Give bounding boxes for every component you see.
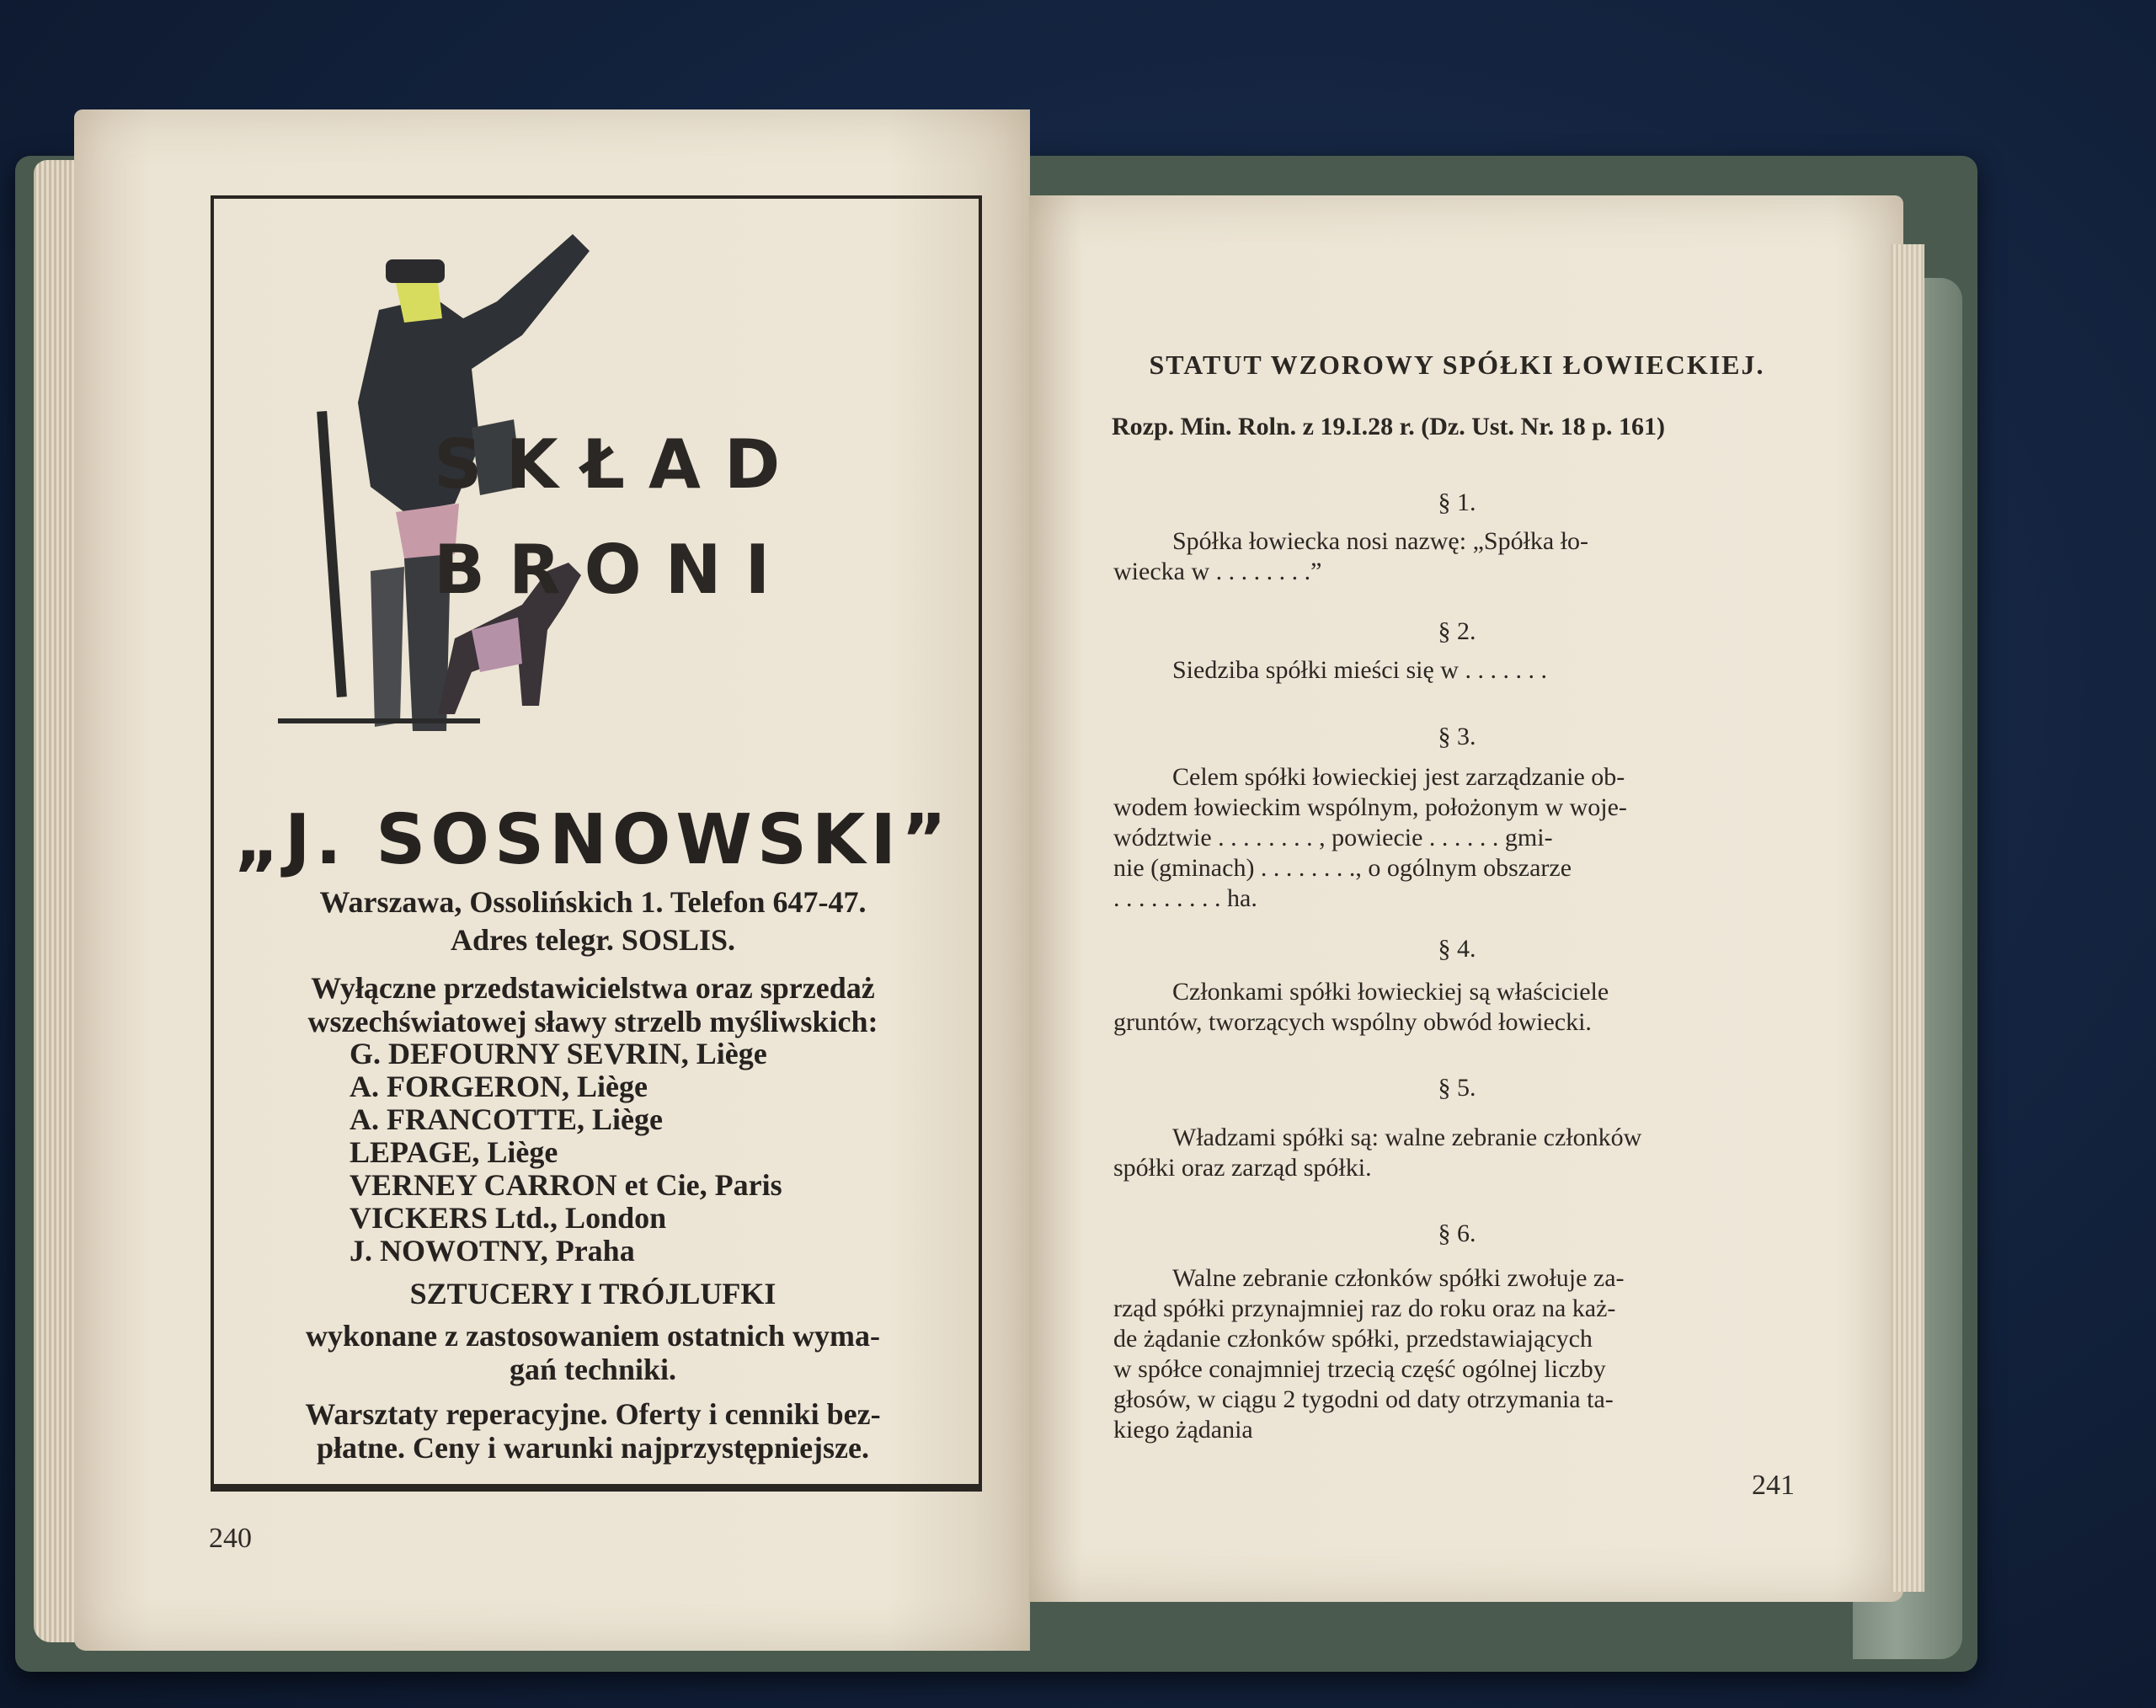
text-line: kiego żądania <box>1113 1416 1253 1444</box>
rifles-heading: SZTUCERY I TRÓJLUFKI <box>409 1277 776 1310</box>
intro-line2: wszechświatowej sławy strzelb myśliwskich: <box>307 1005 878 1038</box>
page-number-right: 241 <box>1752 1470 1795 1501</box>
text-line: Władzami spółki są: walne zebranie członków <box>1172 1124 1642 1151</box>
list-item: A. FORGERON, Liège <box>350 1070 648 1103</box>
text-line: wodem łowieckim wspólnym, położonym w woje- <box>1113 793 1627 821</box>
section-body <box>1113 977 1787 1038</box>
text-line: wiecka w . . . . . . . .” <box>1113 558 1322 585</box>
text-line: w spółce conajmniej trzecią część ogólnej liczby <box>1113 1355 1606 1383</box>
text-line: Siedziba spółki mieści się w . . . . . . . <box>1172 656 1547 684</box>
intro-line1: Wyłączne przedstawicielstwa oraz sprzedaż <box>311 971 875 1005</box>
statute-subtitle: Rozp. Min. Roln. z 19.I.28 r. (Dz. Ust. Nr. 18 p. 161) <box>1112 413 1665 440</box>
hunter-with-dog-illustration <box>278 234 590 773</box>
rifles-line2: gań techniki. <box>509 1353 677 1386</box>
list-item: G. DEFOURNY SEVRIN, Liège <box>350 1037 767 1070</box>
text-line: wództwie . . . . . . . . , powiecie . . . . . . gmi- <box>1113 824 1553 851</box>
list-item: J. NOWOTNY, Praha <box>350 1234 635 1268</box>
text-line: gruntów, tworzących wspólny obwód łowiecki. <box>1113 1008 1592 1036</box>
section-heading: § 1. <box>1438 488 1476 516</box>
section-heading: § 5. <box>1438 1074 1476 1102</box>
list-item: LEPAGE, Liège <box>350 1135 558 1169</box>
rifles-line1: wykonane z zastosowaniem ostatnich wyma- <box>306 1319 880 1353</box>
page-edges-right <box>1891 244 1924 1592</box>
section-body <box>1113 762 1787 914</box>
section-heading: § 6. <box>1438 1220 1476 1247</box>
text-line: spółki oraz zarząd spółki. <box>1113 1154 1372 1182</box>
text-line: Walne zebranie członków spółki zwołuje za- <box>1172 1264 1625 1292</box>
text-line: Członkami spółki łowieckiej są właściciele <box>1172 978 1609 1006</box>
page-number-left: 240 <box>209 1523 252 1554</box>
text-line: rząd spółki przynajmniej raz do roku oraz na każ- <box>1113 1294 1616 1322</box>
ad-title-line2: BRONI <box>434 531 794 609</box>
text-line: . . . . . . . . . ha. <box>1113 884 1257 912</box>
telegraph-address: Adres telegr. SOSLIS. <box>450 923 736 957</box>
statute-title: STATUT WZOROWY SPÓŁKI ŁOWIECKIEJ. <box>1149 350 1765 380</box>
section-body <box>1113 1263 1787 1445</box>
text-line: głosów, w ciągu 2 tygodni od daty otrzymania ta- <box>1113 1385 1614 1413</box>
section-body <box>1113 1123 1787 1183</box>
text-line: de żądanie członków spółki, przedstawiających <box>1113 1325 1593 1353</box>
company-address: Warszawa, Ossolińskich 1. Telefon 647-47. <box>319 885 867 919</box>
text-line: nie (gminach) . . . . . . . ., o ogólnym obszarze <box>1113 854 1572 882</box>
section-body <box>1113 526 1787 587</box>
workshop-line1: Warsztaty reperacyjne. Oferty i cenniki bez- <box>305 1397 881 1431</box>
workshop-line2: płatne. Ceny i warunki najprzystępniejsze. <box>317 1431 869 1465</box>
list-item: VICKERS Ltd., London <box>350 1201 667 1235</box>
ad-title-line1: SKŁAD <box>434 425 804 504</box>
text-line: Spółka łowiecka nosi nazwę: „Spółka ło- <box>1172 527 1589 555</box>
text-line: Celem spółki łowieckiej jest zarządzanie ob- <box>1172 763 1625 791</box>
company-name: „J. SOSNOWSKI” <box>234 800 952 880</box>
list-item: A. FRANCOTTE, Liège <box>350 1102 663 1136</box>
list-item: VERNEY CARRON et Cie, Paris <box>350 1168 782 1202</box>
section-heading: § 4. <box>1438 935 1476 963</box>
section-heading: § 3. <box>1438 723 1476 750</box>
brand-list <box>350 1038 782 1268</box>
section-heading: § 2. <box>1438 617 1476 645</box>
section-body <box>1113 655 1787 686</box>
